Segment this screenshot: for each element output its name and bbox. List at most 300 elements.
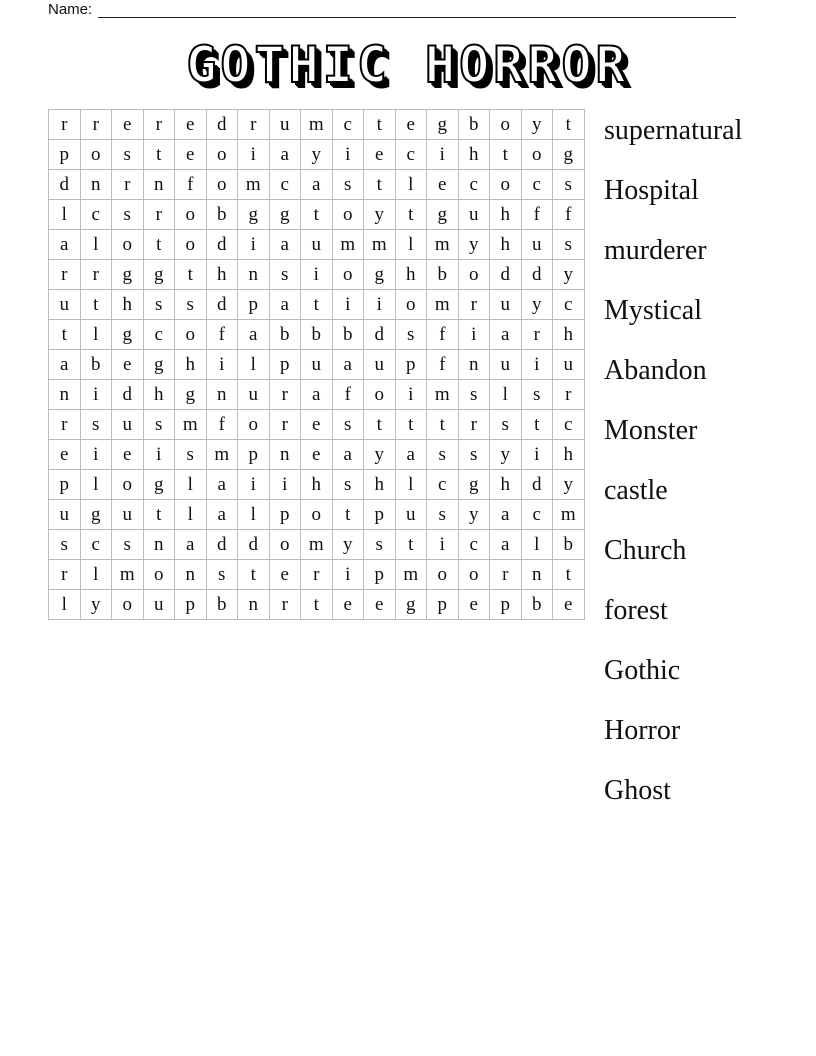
grid-cell[interactable]: t bbox=[364, 110, 396, 140]
grid-cell[interactable]: m bbox=[553, 500, 585, 530]
grid-cell[interactable]: g bbox=[112, 260, 144, 290]
grid-cell[interactable]: s bbox=[112, 530, 144, 560]
grid-cell[interactable]: f bbox=[206, 320, 238, 350]
grid-cell[interactable]: s bbox=[490, 410, 522, 440]
grid-cell[interactable]: h bbox=[553, 440, 585, 470]
grid-cell[interactable]: s bbox=[395, 320, 427, 350]
grid-cell[interactable]: e bbox=[332, 590, 364, 620]
grid-cell[interactable]: a bbox=[206, 470, 238, 500]
name-label: Name: bbox=[48, 1, 93, 18]
grid-cell[interactable]: t bbox=[332, 500, 364, 530]
grid-cell[interactable]: m bbox=[301, 110, 333, 140]
grid-cell[interactable]: o bbox=[427, 560, 459, 590]
grid-cell[interactable]: s bbox=[332, 470, 364, 500]
grid-cell[interactable]: r bbox=[521, 320, 553, 350]
grid-cell[interactable]: o bbox=[521, 140, 553, 170]
grid-cell[interactable]: a bbox=[301, 170, 333, 200]
grid-cell[interactable]: p bbox=[49, 470, 81, 500]
word-list-item: Gothic bbox=[604, 655, 681, 686]
grid-cell[interactable]: o bbox=[143, 560, 175, 590]
grid-cell[interactable]: r bbox=[80, 260, 112, 290]
grid-cell[interactable]: h bbox=[364, 470, 396, 500]
grid-cell[interactable]: b bbox=[269, 320, 301, 350]
grid-cell[interactable]: d bbox=[521, 260, 553, 290]
grid-cell[interactable]: n bbox=[458, 350, 490, 380]
grid-cell[interactable]: s bbox=[175, 440, 207, 470]
grid-cell[interactable]: c bbox=[427, 470, 459, 500]
grid-cell[interactable]: o bbox=[112, 230, 144, 260]
grid-cell[interactable]: d bbox=[490, 260, 522, 290]
grid-cell[interactable]: c bbox=[521, 500, 553, 530]
grid-cell[interactable]: o bbox=[80, 140, 112, 170]
name-field-row bbox=[48, 0, 736, 18]
grid-cell[interactable]: b bbox=[80, 350, 112, 380]
grid-cell[interactable]: i bbox=[332, 290, 364, 320]
grid-cell[interactable]: p bbox=[269, 500, 301, 530]
grid-cell[interactable]: e bbox=[553, 590, 585, 620]
grid-cell[interactable]: i bbox=[427, 140, 459, 170]
grid-cell[interactable]: c bbox=[553, 410, 585, 440]
grid-cell[interactable]: o bbox=[112, 470, 144, 500]
grid-cell[interactable]: e bbox=[301, 410, 333, 440]
grid-cell[interactable]: i bbox=[332, 560, 364, 590]
grid-cell[interactable]: b bbox=[206, 200, 238, 230]
grid-cell[interactable]: r bbox=[112, 170, 144, 200]
grid-cell[interactable]: u bbox=[269, 110, 301, 140]
grid-cell[interactable]: t bbox=[301, 200, 333, 230]
grid-cell[interactable]: i bbox=[301, 260, 333, 290]
grid-cell[interactable]: b bbox=[458, 110, 490, 140]
grid-cell[interactable]: e bbox=[112, 110, 144, 140]
grid-cell[interactable]: h bbox=[490, 470, 522, 500]
grid-cell[interactable]: l bbox=[238, 350, 270, 380]
grid-cell[interactable]: m bbox=[175, 410, 207, 440]
grid-cell[interactable]: b bbox=[553, 530, 585, 560]
grid-cell[interactable]: u bbox=[49, 290, 81, 320]
grid-cell[interactable]: p bbox=[364, 560, 396, 590]
grid-cell[interactable]: b bbox=[206, 590, 238, 620]
grid-cell[interactable]: h bbox=[143, 380, 175, 410]
grid-cell[interactable]: y bbox=[553, 470, 585, 500]
grid-cell[interactable]: r bbox=[458, 290, 490, 320]
grid-cell[interactable]: p bbox=[490, 590, 522, 620]
grid-cell[interactable]: a bbox=[175, 530, 207, 560]
grid-cell[interactable]: f bbox=[553, 200, 585, 230]
grid-cell[interactable]: r bbox=[490, 560, 522, 590]
grid-cell[interactable]: t bbox=[553, 110, 585, 140]
grid-cell[interactable]: g bbox=[553, 140, 585, 170]
grid-cell[interactable]: a bbox=[206, 500, 238, 530]
grid-cell[interactable]: o bbox=[332, 200, 364, 230]
grid-cell[interactable]: r bbox=[80, 110, 112, 140]
word-list-item: supernatural bbox=[604, 115, 743, 146]
grid-cell[interactable]: u bbox=[490, 350, 522, 380]
grid-cell[interactable]: d bbox=[206, 110, 238, 140]
grid-cell[interactable]: i bbox=[238, 230, 270, 260]
grid-cell[interactable]: t bbox=[364, 410, 396, 440]
grid-cell[interactable]: y bbox=[364, 200, 396, 230]
grid-cell[interactable]: l bbox=[175, 500, 207, 530]
grid-cell[interactable]: t bbox=[143, 140, 175, 170]
grid-cell[interactable]: p bbox=[49, 140, 81, 170]
grid-cell[interactable]: d bbox=[206, 530, 238, 560]
grid-cell[interactable]: g bbox=[427, 110, 459, 140]
grid-cell[interactable]: b bbox=[332, 320, 364, 350]
grid-cell[interactable]: p bbox=[238, 290, 270, 320]
grid-cell[interactable]: r bbox=[238, 110, 270, 140]
grid-cell[interactable]: o bbox=[175, 200, 207, 230]
grid-cell[interactable]: o bbox=[175, 230, 207, 260]
grid-cell[interactable]: y bbox=[490, 440, 522, 470]
grid-cell[interactable]: r bbox=[49, 410, 81, 440]
grid-cell[interactable]: g bbox=[238, 200, 270, 230]
grid-cell[interactable]: a bbox=[49, 350, 81, 380]
grid-cell[interactable]: o bbox=[490, 110, 522, 140]
grid-cell[interactable]: u bbox=[301, 350, 333, 380]
grid-cell[interactable]: a bbox=[238, 320, 270, 350]
grid-cell[interactable]: m bbox=[238, 170, 270, 200]
grid-cell[interactable]: h bbox=[553, 320, 585, 350]
grid-cell[interactable]: h bbox=[395, 260, 427, 290]
grid-cell[interactable]: l bbox=[395, 470, 427, 500]
grid-cell[interactable]: t bbox=[395, 410, 427, 440]
grid-cell[interactable]: r bbox=[143, 200, 175, 230]
grid-cell[interactable]: d bbox=[206, 230, 238, 260]
grid-cell[interactable]: e bbox=[112, 350, 144, 380]
grid-cell[interactable]: f bbox=[427, 320, 459, 350]
grid-cell[interactable]: t bbox=[238, 560, 270, 590]
grid-cell[interactable]: s bbox=[175, 290, 207, 320]
grid-cell[interactable]: i bbox=[521, 350, 553, 380]
grid-cell[interactable]: n bbox=[521, 560, 553, 590]
grid-cell[interactable]: c bbox=[269, 170, 301, 200]
grid-cell[interactable]: a bbox=[490, 530, 522, 560]
grid-cell[interactable]: i bbox=[238, 140, 270, 170]
grid-cell[interactable]: h bbox=[490, 230, 522, 260]
grid-cell[interactable]: n bbox=[175, 560, 207, 590]
grid-cell[interactable]: g bbox=[143, 470, 175, 500]
grid-cell[interactable]: c bbox=[521, 170, 553, 200]
grid-cell[interactable]: r bbox=[143, 110, 175, 140]
grid-cell[interactable]: y bbox=[458, 230, 490, 260]
grid-cell[interactable]: u bbox=[458, 200, 490, 230]
grid-cell[interactable]: p bbox=[175, 590, 207, 620]
grid-cell[interactable]: p bbox=[395, 350, 427, 380]
grid-cell[interactable]: f bbox=[332, 380, 364, 410]
grid-cell[interactable]: y bbox=[364, 440, 396, 470]
grid-cell[interactable]: a bbox=[269, 290, 301, 320]
grid-cell[interactable]: l bbox=[49, 200, 81, 230]
grid-cell[interactable]: n bbox=[143, 530, 175, 560]
grid-cell[interactable]: e bbox=[301, 440, 333, 470]
grid-cell[interactable]: s bbox=[80, 410, 112, 440]
grid-cell[interactable]: t bbox=[301, 290, 333, 320]
grid-cell[interactable]: o bbox=[206, 140, 238, 170]
grid-cell[interactable]: o bbox=[301, 500, 333, 530]
grid-cell[interactable]: t bbox=[143, 500, 175, 530]
grid-cell[interactable]: a bbox=[332, 440, 364, 470]
grid-cell[interactable]: s bbox=[49, 530, 81, 560]
grid-cell[interactable]: a bbox=[301, 380, 333, 410]
grid-cell[interactable]: t bbox=[175, 260, 207, 290]
grid-cell[interactable]: l bbox=[238, 500, 270, 530]
grid-cell[interactable]: d bbox=[364, 320, 396, 350]
grid-row bbox=[49, 140, 585, 170]
name-blank-line[interactable] bbox=[98, 3, 736, 18]
grid-cell[interactable]: s bbox=[112, 140, 144, 170]
grid-cell[interactable]: t bbox=[395, 200, 427, 230]
grid-cell[interactable]: r bbox=[49, 110, 81, 140]
grid-cell[interactable]: h bbox=[458, 140, 490, 170]
grid-cell[interactable]: m bbox=[206, 440, 238, 470]
grid-cell[interactable]: s bbox=[143, 290, 175, 320]
grid-cell[interactable]: o bbox=[269, 530, 301, 560]
grid-cell[interactable]: g bbox=[395, 590, 427, 620]
grid-cell[interactable]: u bbox=[553, 350, 585, 380]
grid-cell[interactable]: u bbox=[395, 500, 427, 530]
grid-cell[interactable]: i bbox=[332, 140, 364, 170]
grid-cell[interactable]: b bbox=[427, 260, 459, 290]
grid-cell[interactable]: n bbox=[49, 380, 81, 410]
grid-cell[interactable]: e bbox=[427, 170, 459, 200]
grid-cell[interactable]: d bbox=[521, 470, 553, 500]
grid-cell[interactable]: m bbox=[332, 230, 364, 260]
grid-cell[interactable]: s bbox=[332, 410, 364, 440]
grid-cell[interactable]: g bbox=[143, 350, 175, 380]
grid-cell[interactable]: r bbox=[49, 560, 81, 590]
grid-cell[interactable]: t bbox=[364, 170, 396, 200]
grid-cell[interactable]: r bbox=[269, 380, 301, 410]
grid-cell[interactable]: f bbox=[521, 200, 553, 230]
grid-cell[interactable]: b bbox=[521, 590, 553, 620]
grid-cell[interactable]: m bbox=[427, 380, 459, 410]
grid-cell[interactable]: f bbox=[175, 170, 207, 200]
grid-cell[interactable]: l bbox=[395, 170, 427, 200]
grid-cell[interactable]: r bbox=[553, 380, 585, 410]
grid-cell[interactable]: m bbox=[364, 230, 396, 260]
grid-cell[interactable]: a bbox=[490, 320, 522, 350]
grid-cell[interactable]: t bbox=[49, 320, 81, 350]
grid-cell[interactable]: o bbox=[490, 170, 522, 200]
grid-cell[interactable]: p bbox=[427, 590, 459, 620]
grid-cell[interactable]: a bbox=[49, 230, 81, 260]
grid-cell[interactable]: m bbox=[395, 560, 427, 590]
grid-cell[interactable]: e bbox=[112, 440, 144, 470]
grid-cell[interactable]: o bbox=[332, 260, 364, 290]
grid-cell[interactable]: n bbox=[269, 440, 301, 470]
grid-cell[interactable]: p bbox=[364, 500, 396, 530]
grid-cell[interactable]: i bbox=[364, 290, 396, 320]
grid-cell[interactable]: t bbox=[521, 410, 553, 440]
grid-cell[interactable]: t bbox=[427, 410, 459, 440]
grid-cell[interactable]: i bbox=[395, 380, 427, 410]
grid-cell[interactable]: s bbox=[553, 230, 585, 260]
grid-cell[interactable]: g bbox=[427, 200, 459, 230]
grid-cell[interactable]: u bbox=[143, 590, 175, 620]
grid-cell[interactable]: c bbox=[553, 290, 585, 320]
grid-cell[interactable]: t bbox=[553, 560, 585, 590]
grid-cell[interactable]: o bbox=[458, 560, 490, 590]
grid-cell[interactable]: a bbox=[332, 350, 364, 380]
grid-cell[interactable]: r bbox=[49, 260, 81, 290]
grid-cell[interactable]: o bbox=[175, 320, 207, 350]
grid-cell[interactable]: y bbox=[553, 260, 585, 290]
grid-cell[interactable]: i bbox=[427, 530, 459, 560]
grid-cell[interactable]: i bbox=[80, 380, 112, 410]
grid-cell[interactable]: e bbox=[175, 140, 207, 170]
grid-cell[interactable]: l bbox=[175, 470, 207, 500]
grid-cell[interactable]: o bbox=[395, 290, 427, 320]
grid-cell[interactable]: d bbox=[49, 170, 81, 200]
grid-cell[interactable]: a bbox=[490, 500, 522, 530]
grid-cell[interactable]: s bbox=[269, 260, 301, 290]
grid-cell[interactable]: n bbox=[206, 380, 238, 410]
grid-cell[interactable]: l bbox=[80, 470, 112, 500]
grid-cell[interactable]: p bbox=[269, 350, 301, 380]
grid-cell[interactable]: t bbox=[301, 590, 333, 620]
grid-cell[interactable]: e bbox=[395, 110, 427, 140]
grid-cell[interactable]: i bbox=[80, 440, 112, 470]
word-list-item: murderer bbox=[604, 235, 707, 266]
grid-cell[interactable]: n bbox=[238, 260, 270, 290]
grid-cell[interactable]: l bbox=[80, 320, 112, 350]
grid-cell[interactable]: r bbox=[269, 590, 301, 620]
grid-cell[interactable]: i bbox=[206, 350, 238, 380]
grid-cell[interactable]: t bbox=[80, 290, 112, 320]
grid-cell[interactable]: l bbox=[80, 230, 112, 260]
grid-cell[interactable]: r bbox=[269, 410, 301, 440]
grid-cell[interactable]: e bbox=[49, 440, 81, 470]
grid-cell[interactable]: f bbox=[427, 350, 459, 380]
grid-cell[interactable]: g bbox=[112, 320, 144, 350]
grid-cell[interactable]: c bbox=[80, 200, 112, 230]
grid-cell[interactable]: g bbox=[458, 470, 490, 500]
grid-cell[interactable]: m bbox=[427, 290, 459, 320]
grid-cell[interactable]: u bbox=[364, 350, 396, 380]
grid-cell[interactable]: s bbox=[206, 560, 238, 590]
grid-cell[interactable]: r bbox=[301, 560, 333, 590]
grid-cell[interactable]: c bbox=[458, 530, 490, 560]
grid-cell[interactable]: o bbox=[238, 410, 270, 440]
grid-cell[interactable]: n bbox=[143, 170, 175, 200]
grid-cell[interactable]: g bbox=[364, 260, 396, 290]
grid-cell[interactable]: i bbox=[143, 440, 175, 470]
grid-cell[interactable]: i bbox=[269, 470, 301, 500]
grid-cell[interactable]: n bbox=[238, 590, 270, 620]
grid-cell[interactable]: t bbox=[395, 530, 427, 560]
grid-cell[interactable]: a bbox=[395, 440, 427, 470]
grid-cell[interactable]: o bbox=[364, 380, 396, 410]
grid-cell[interactable]: c bbox=[332, 110, 364, 140]
word-list-item: castle bbox=[604, 475, 668, 506]
grid-cell[interactable]: h bbox=[112, 290, 144, 320]
grid-cell[interactable]: m bbox=[427, 230, 459, 260]
grid-cell[interactable]: g bbox=[175, 380, 207, 410]
grid-cell[interactable]: b bbox=[301, 320, 333, 350]
grid-cell[interactable]: u bbox=[490, 290, 522, 320]
grid-cell[interactable]: c bbox=[458, 170, 490, 200]
page-title: GOTHIC HORROR bbox=[186, 36, 630, 94]
grid-cell[interactable]: a bbox=[269, 140, 301, 170]
grid-cell[interactable]: c bbox=[395, 140, 427, 170]
grid-cell[interactable]: l bbox=[521, 530, 553, 560]
grid-cell[interactable]: l bbox=[49, 590, 81, 620]
grid-cell[interactable]: s bbox=[458, 440, 490, 470]
word-list-item: Church bbox=[604, 535, 687, 566]
grid-cell[interactable]: e bbox=[175, 110, 207, 140]
grid-cell[interactable]: s bbox=[427, 500, 459, 530]
grid-cell[interactable]: e bbox=[364, 140, 396, 170]
grid-cell[interactable]: y bbox=[521, 290, 553, 320]
grid-cell[interactable]: y bbox=[521, 110, 553, 140]
grid-cell[interactable]: y bbox=[301, 140, 333, 170]
grid-cell[interactable]: s bbox=[143, 410, 175, 440]
grid-cell[interactable]: t bbox=[490, 140, 522, 170]
grid-cell[interactable]: o bbox=[206, 170, 238, 200]
grid-cell[interactable]: l bbox=[490, 380, 522, 410]
grid-cell[interactable]: c bbox=[143, 320, 175, 350]
grid-cell[interactable]: s bbox=[553, 170, 585, 200]
grid-cell[interactable]: u bbox=[238, 380, 270, 410]
grid-cell[interactable]: e bbox=[458, 590, 490, 620]
grid-cell[interactable]: s bbox=[112, 200, 144, 230]
grid-cell[interactable]: e bbox=[269, 560, 301, 590]
grid-cell[interactable]: u bbox=[521, 230, 553, 260]
grid-cell[interactable]: y bbox=[80, 590, 112, 620]
grid-cell[interactable]: n bbox=[80, 170, 112, 200]
grid-cell[interactable]: u bbox=[112, 500, 144, 530]
grid-cell[interactable]: f bbox=[206, 410, 238, 440]
grid-cell[interactable]: c bbox=[80, 530, 112, 560]
grid-cell[interactable]: u bbox=[112, 410, 144, 440]
grid-cell[interactable]: u bbox=[49, 500, 81, 530]
grid-cell[interactable]: s bbox=[332, 170, 364, 200]
grid-cell[interactable]: d bbox=[112, 380, 144, 410]
grid-cell[interactable]: o bbox=[112, 590, 144, 620]
grid-cell[interactable]: g bbox=[80, 500, 112, 530]
grid-cell[interactable]: g bbox=[269, 200, 301, 230]
grid-cell[interactable]: i bbox=[458, 320, 490, 350]
grid-cell[interactable]: h bbox=[175, 350, 207, 380]
grid-cell[interactable]: h bbox=[490, 200, 522, 230]
grid-cell[interactable]: l bbox=[395, 230, 427, 260]
grid-cell[interactable]: o bbox=[458, 260, 490, 290]
grid-cell[interactable]: i bbox=[238, 470, 270, 500]
grid-row bbox=[49, 170, 585, 200]
grid-cell[interactable]: e bbox=[364, 590, 396, 620]
grid-cell[interactable]: g bbox=[143, 260, 175, 290]
grid-cell[interactable]: t bbox=[143, 230, 175, 260]
grid-cell[interactable]: r bbox=[458, 410, 490, 440]
grid-cell[interactable]: h bbox=[206, 260, 238, 290]
grid-cell[interactable]: y bbox=[332, 530, 364, 560]
grid-cell[interactable]: s bbox=[364, 530, 396, 560]
grid-cell[interactable]: u bbox=[301, 230, 333, 260]
grid-cell[interactable]: s bbox=[427, 440, 459, 470]
grid-cell[interactable]: m bbox=[301, 530, 333, 560]
grid-cell[interactable]: d bbox=[206, 290, 238, 320]
grid-cell[interactable]: d bbox=[238, 530, 270, 560]
grid-cell[interactable]: y bbox=[458, 500, 490, 530]
grid-cell[interactable]: l bbox=[80, 560, 112, 590]
grid-cell[interactable]: a bbox=[269, 230, 301, 260]
grid-cell[interactable]: s bbox=[521, 380, 553, 410]
grid-cell[interactable]: i bbox=[521, 440, 553, 470]
grid-cell[interactable]: s bbox=[458, 380, 490, 410]
grid-cell[interactable]: p bbox=[238, 440, 270, 470]
grid-cell[interactable]: m bbox=[112, 560, 144, 590]
grid-cell[interactable]: h bbox=[301, 470, 333, 500]
